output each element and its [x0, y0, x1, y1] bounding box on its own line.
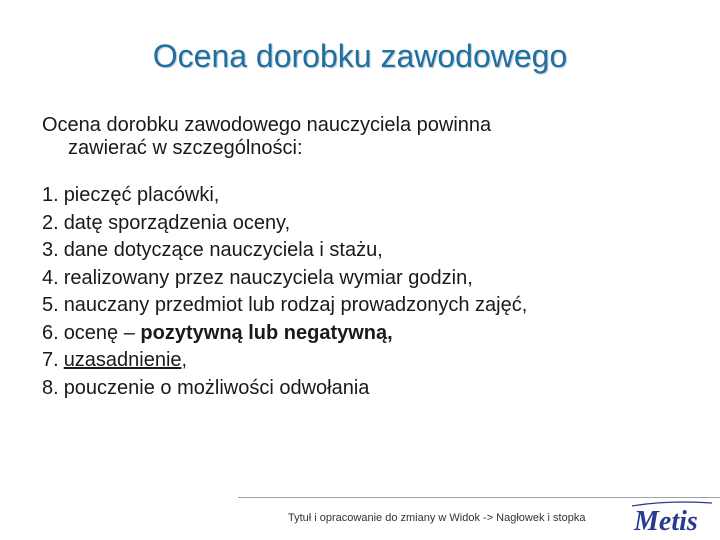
requirements-list: [42, 182, 702, 402]
list-item-number: 3.: [42, 239, 59, 261]
list-item-number: 8.: [42, 376, 59, 399]
list-item-text: datę sporządzenia oceny,: [63, 211, 291, 234]
metis-logo: [628, 498, 714, 538]
intro-paragraph: [42, 114, 682, 160]
list-item-number: 2.: [42, 211, 59, 234]
list-item-underlined-text: uzasadnienie,: [63, 349, 188, 371]
list-item-number: 4.: [42, 266, 59, 289]
list-item-number: 5.: [42, 294, 59, 316]
list-item: [42, 265, 702, 293]
list-item: [42, 292, 702, 320]
intro-line-1: Ocena dorobku zawodowego nauczyciela powinna: [42, 114, 492, 136]
list-item: [42, 375, 702, 403]
slide-title: Ocena dorobku zawodowego: [152, 38, 568, 74]
list-item: [42, 237, 702, 265]
list-item-text: dane dotyczące nauczyciela i stażu,: [63, 239, 383, 261]
list-item: [42, 347, 702, 375]
list-item: [42, 182, 702, 210]
footer-text: Tytuł i opracowanie do zmiany w Widok -> Nagłowek i stopka: [288, 512, 586, 524]
list-item-text: pieczęć placówki,: [63, 184, 220, 206]
list-item-bold-text: pozytywną lub negatywną,: [140, 321, 393, 344]
logo-wordmark: Metis: [634, 506, 698, 537]
list-item-text: realizowany przez nauczyciela wymiar godzin,: [63, 266, 473, 289]
list-item-text: ocenę –: [63, 321, 141, 344]
list-item-number: 1.: [42, 184, 59, 206]
list-item-text: nauczany przedmiot lub rodzaj prowadzonych zajęć,: [63, 294, 528, 316]
list-item: [42, 210, 702, 238]
list-item-number: 7.: [42, 349, 59, 371]
list-item-number: 6.: [42, 321, 59, 344]
intro-line-2: zawierać w szczególności:: [68, 137, 303, 159]
list-item-text: pouczenie o możliwości odwołania: [63, 376, 370, 399]
list-item: [42, 320, 702, 348]
